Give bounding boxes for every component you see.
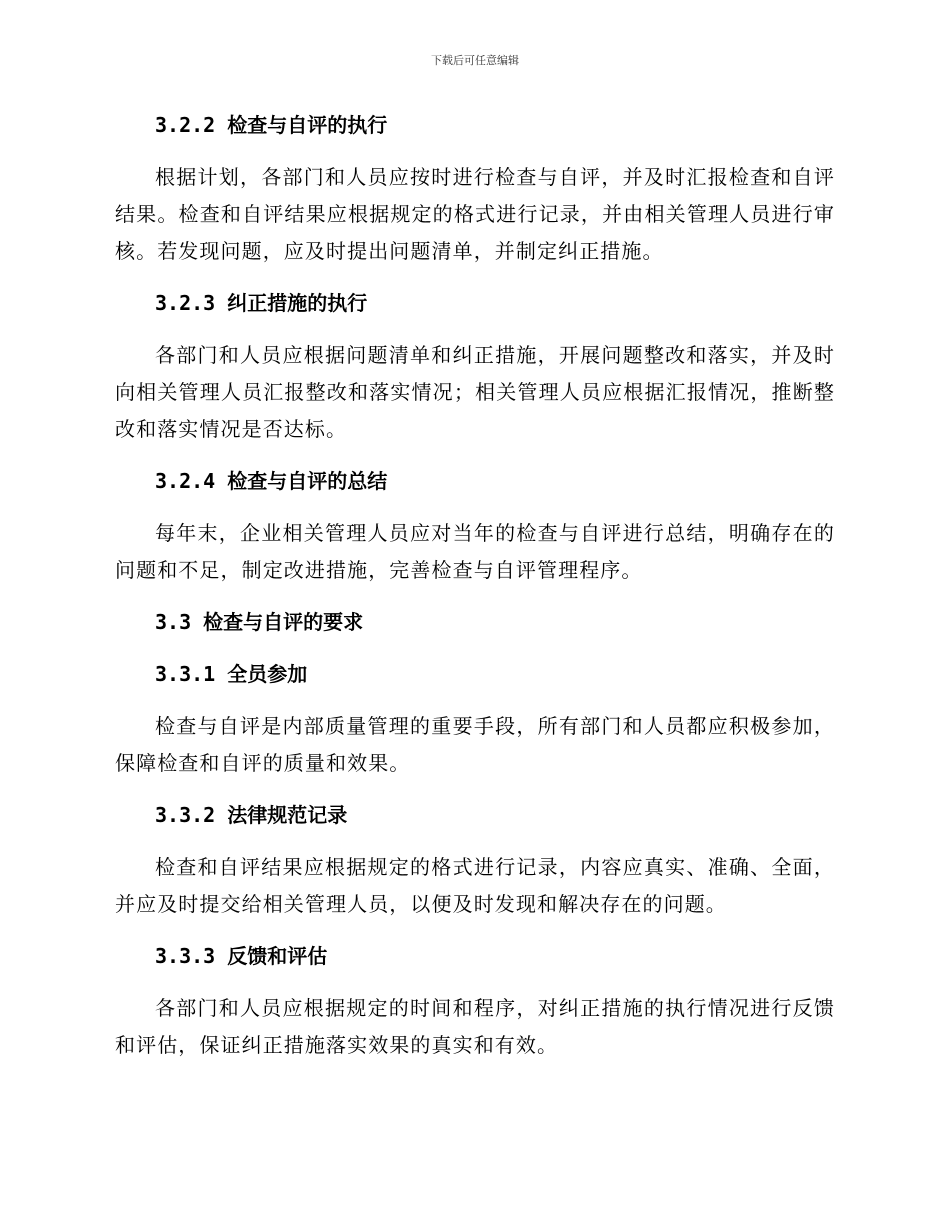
section-heading-3-2-3: 3.2.3 纠正措施的执行: [155, 291, 368, 315]
section-heading-3-3: 3.3 检查与自评的要求: [155, 610, 364, 634]
section-heading-3-3-2: 3.3.2 法律规范记录: [155, 803, 348, 827]
section-heading-3-2-2: 3.2.2 检查与自评的执行: [155, 113, 388, 137]
section-paragraph-3-3-1: 检查与自评是内部质量管理的重要手段，所有部门和人员都应积极参加，保障检查和自评的质量和效果。: [115, 714, 835, 775]
section-paragraph-3-2-4: 每年末，企业相关管理人员应对当年的检查与自评进行总结，明确存在的问题和不足，制定改进措施，完善检查与自评管理程序。: [115, 521, 835, 582]
section-heading-3-3-3: 3.3.3 反馈和评估: [155, 944, 328, 968]
page-header-note: 下载后可任意编辑: [431, 54, 519, 67]
section-paragraph-3-2-3: 各部门和人员应根据问题清单和纠正措施，开展问题整改和落实，并及时向相关管理人员汇报整改和落实情况；相关管理人员应根据汇报情况，推断整改和落实情况是否达标。: [115, 343, 835, 441]
section-paragraph-3-3-3: 各部门和人员应根据规定的时间和程序，对纠正措施的执行情况进行反馈和评估，保证纠正措施落实效果的真实和有效。: [115, 996, 835, 1057]
document-body: [115, 107, 835, 1079]
section-paragraph-3-2-2: 根据计划，各部门和人员应按时进行检查与自评，并及时汇报检查和自评结果。检查和自评结果应根据规定的格式进行记录，并由相关管理人员进行审核。若发现问题，应及时提出问题清单，并制定纠正措施。: [115, 165, 835, 263]
section-paragraph-3-3-2: 检查和自评结果应根据规定的格式进行记录，内容应真实、准确、全面，并应及时提交给相关管理人员，以便及时发现和解决存在的问题。: [115, 855, 835, 916]
section-heading-3-3-1: 3.3.1 全员参加: [155, 662, 308, 686]
section-heading-3-2-4: 3.2.4 检查与自评的总结: [155, 469, 388, 493]
